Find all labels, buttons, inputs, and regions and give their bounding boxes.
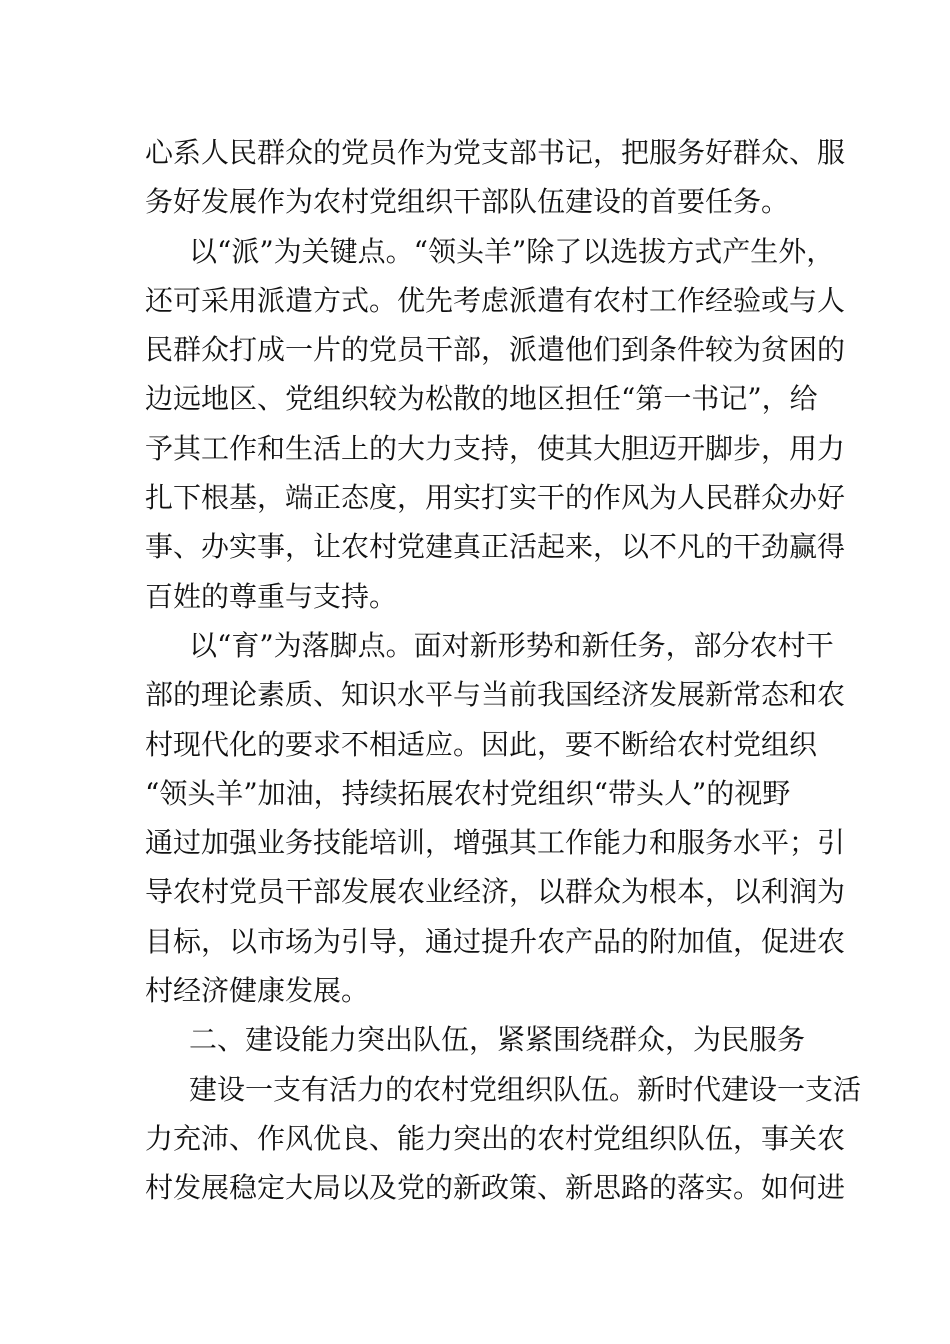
text-line: 民群众打成一片的党员干部，派遣他们到条件较为贫困的 <box>145 333 846 367</box>
text-line: 事、办实事，让农村党建真正活起来，以不凡的干劲赢得 <box>145 530 846 564</box>
body-text <box>145 128 862 1213</box>
text-line: 还可采用派遣方式。优先考虑派遣有农村工作经验或与人 <box>145 283 846 317</box>
text-line: 村现代化的要求不相适应。因此，要不断给农村党组织 <box>145 727 818 761</box>
paragraph-first-line: 以“育”为落脚点。面对新形势和新任务，部分农村干 <box>189 628 834 662</box>
text-line: “领头羊”加油，持续拓展农村党组织“带头人”的视野 <box>145 776 791 810</box>
text-line: 村发展稳定大局以及党的新政策、新思路的落实。如何进 <box>145 1171 846 1205</box>
text-line: 百姓的尊重与支持。 <box>145 579 398 613</box>
text-line: 部的理论素质、知识水平与当前我国经济发展新常态和农 <box>145 678 846 712</box>
text-line: 扎下根基，端正态度，用实打实干的作风为人民群众办好 <box>145 481 846 515</box>
text-line: 力充沛、作风优良、能力突出的农村党组织队伍，事关农 <box>145 1121 846 1155</box>
paragraph-first-line: 建设一支有活力的农村党组织队伍。新时代建设一支活 <box>189 1072 862 1106</box>
text-line: 导农村党员干部发展农业经济，以群众为根本，以利润为 <box>145 875 846 909</box>
paragraph-first-line: 二、建设能力突出队伍，紧紧围绕群众，为民服务 <box>189 1023 806 1057</box>
text-line: 目标，以市场为引导，通过提升农产品的附加值，促进农 <box>145 924 846 958</box>
text-line: 边远地区、党组织较为松散的地区担任“第一书记”，给 <box>145 382 818 416</box>
text-line: 务好发展作为农村党组织干部队伍建设的首要任务。 <box>145 185 790 219</box>
text-line: 村经济健康发展。 <box>145 974 370 1008</box>
text-line: 心系人民群众的党员作为党支部书记，把服务好群众、服 <box>145 136 846 169</box>
paragraph-first-line: 以“派”为关键点。“领头羊”除了以选拔方式产生外， <box>189 234 835 268</box>
text-line: 通过加强业务技能培训，增强其工作能力和服务水平；引 <box>145 826 846 860</box>
text-line: 予其工作和生活上的大力支持，使其大胆迈开脚步，用力 <box>145 431 846 465</box>
